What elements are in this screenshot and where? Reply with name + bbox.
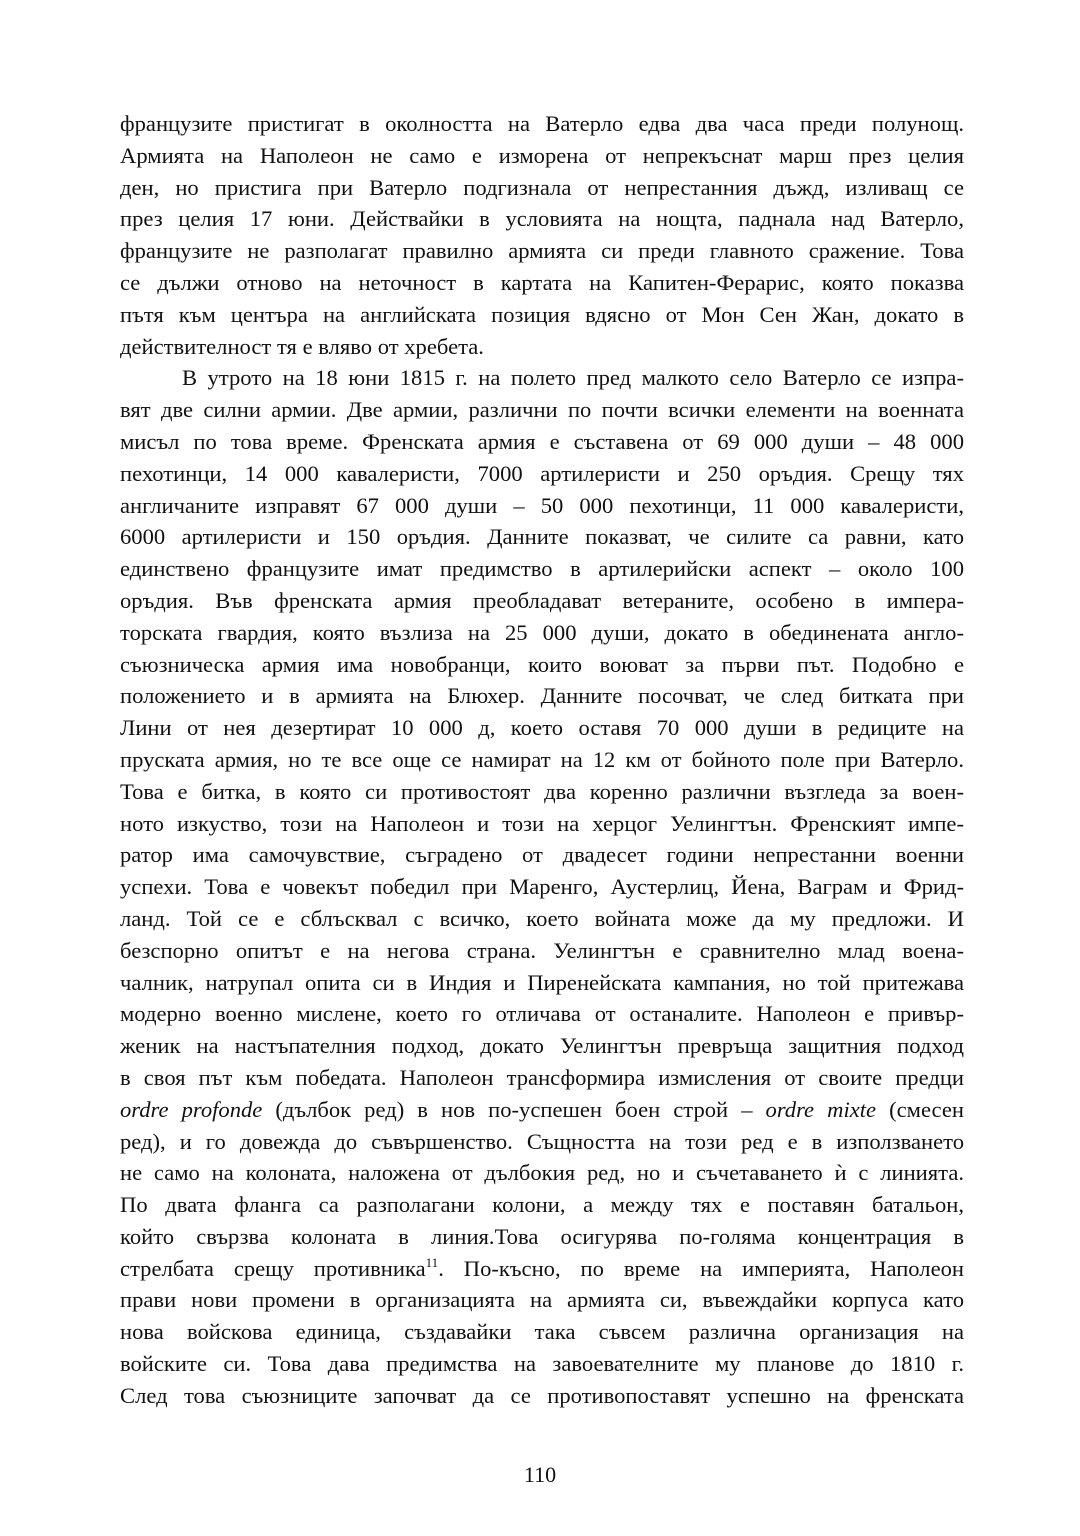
- text-line: през целия 17 юни. Действайки в условията на нощта, паднала над Ватерло,: [120, 206, 964, 232]
- text-line: ред), и го довежда до съвършенство. Същността на този ред е в използването: [120, 1128, 964, 1154]
- text-line: След това съюзниците започват да се противопоставят успешно на френската: [120, 1382, 964, 1408]
- text-line: не само на колоната, наложена от дълбокия ред, но и съчетаването ѝ с линията.: [120, 1160, 964, 1186]
- text-line: ланд. Той се е сблъсквал с всичко, което войната може да му предложи. И: [120, 905, 964, 931]
- text-line: Лини от нея дезертират 10 000 д, което оставя 70 000 души в редиците на: [120, 715, 964, 741]
- text-line: успехи. Това е човекът победил при Маренго, Аустерлиц, Йена, Ваграм и Фрид-: [120, 874, 964, 900]
- text-line: оръдия. Във френската армия преобладават ветераните, особено в импера-: [120, 587, 964, 613]
- text-line: пруската армия, но те все още се намират на 12 км от бойното поле при Ватерло.: [120, 746, 964, 772]
- text-line: ратор има самочувствие, съградено от двадесет години непрестанни военни: [120, 842, 964, 868]
- text-line: [120, 1253, 964, 1285]
- text-line: 6000 артилеристи и 150 оръдия. Данните показват, че силите са равни, като: [120, 524, 964, 550]
- text-line: мисъл по това време. Френската армия е съставена от 69 000 души – 48 000: [120, 428, 964, 454]
- text-line: безспорно опитът е на негова страна. Уелингтън е сравнително млад воена-: [120, 937, 964, 963]
- page-body: [120, 108, 964, 1508]
- text-line: се дължи отново на неточност в картата на Капитен-Ферарис, която показва: [120, 269, 964, 295]
- paragraph-1: [120, 108, 964, 362]
- text-line: в своя път към победата. Наполеон трансформира измисления от своите предци: [120, 1064, 964, 1090]
- text-line: единствено французите имат предимство в артилерийски аспект – около 100: [120, 556, 964, 582]
- text-line: който свързва колоната в линия.Това осигурява по-голяма концентрация в: [120, 1223, 964, 1249]
- text-fragment: . По-късно, по време на империята, Наполеон: [438, 1255, 964, 1281]
- italic-term: ordre profonde: [120, 1096, 263, 1122]
- footnote-reference[interactable]: 11: [425, 1254, 439, 1270]
- text-line: торската гвардия, която възлиза на 25 000 души, докато в обединената англо-: [120, 619, 964, 645]
- text-line: прави нови промени в организацията на армията си, въвеждайки корпуса като: [120, 1287, 964, 1313]
- paragraph-2: [120, 362, 964, 1411]
- text-line: положението и в армията на Блюхер. Данните посочват, че след битката при: [120, 683, 964, 709]
- text-line: Армията на Наполеон не само е изморена от непрекъснат марш през целия: [120, 142, 964, 168]
- text-line: нова войскова единица, създавайки така съвсем различна организация на: [120, 1319, 964, 1345]
- text-fragment: (дълбок ред) в нов по-успешен боен строй –: [262, 1096, 766, 1122]
- italic-term: ordre mixte: [765, 1096, 877, 1122]
- text-line: В утрото на 18 юни 1815 г. на полето пред малкото село Ватерло се изпра-: [182, 365, 964, 391]
- text-line: ден, но пристига при Ватерло подгизнала от непрестанния дъжд, изливащ се: [120, 174, 964, 200]
- text-line: [120, 1094, 964, 1126]
- text-line: англичаните изправят 67 000 души – 50 000 пехотинци, 11 000 кавалеристи,: [120, 492, 964, 518]
- text-line: женик на настъпателния подход, докато Уелингтън превръща защитния подход: [120, 1033, 964, 1059]
- page-number: 110: [523, 1462, 557, 1487]
- text-line: вят две силни армии. Две армии, различни по почти всички елементи на военната: [120, 397, 964, 423]
- text-line: ното изкуство, този на Наполеон и този на херцог Уелингтън. Френският импе-: [120, 810, 964, 836]
- text-line: модерно военно мислене, което го отличава от останалите. Наполеон е привър-: [120, 1001, 964, 1027]
- text-line: войските си. Това дава предимства на завоевателните му планове до 1810 г.: [120, 1351, 964, 1377]
- text-line: По двата фланга са разполагани колони, а между тях е поставян батальон,: [120, 1192, 964, 1218]
- text-line: пътя към центъра на английската позиция вдясно от Мон Сен Жан, докато в: [120, 301, 964, 327]
- text-line: пехотинци, 14 000 кавалеристи, 7000 артилеристи и 250 оръдия. Срещу тях: [120, 460, 964, 486]
- text-line: чалник, натрупал опита си в Индия и Пиренейската кампания, но той притежава: [120, 969, 964, 995]
- text-line: Това е битка, в която си противостоят два коренно различни възгледа за воен-: [120, 778, 964, 804]
- text-fragment: (смесен: [876, 1096, 964, 1122]
- text-line: французите не разполагат правилно армията си преди главното сражение. Това: [120, 238, 964, 264]
- text-fragment: стрелбата срещу противника: [120, 1255, 426, 1281]
- text-line: французите пристигат в околността на Ватерло едва два часа преди полунощ.: [120, 111, 964, 136]
- text-line: действителност тя е вляво от хребета.: [120, 333, 484, 359]
- text-line: съюзническа армия има новобранци, които воюват за първи път. Подобно е: [120, 651, 964, 677]
